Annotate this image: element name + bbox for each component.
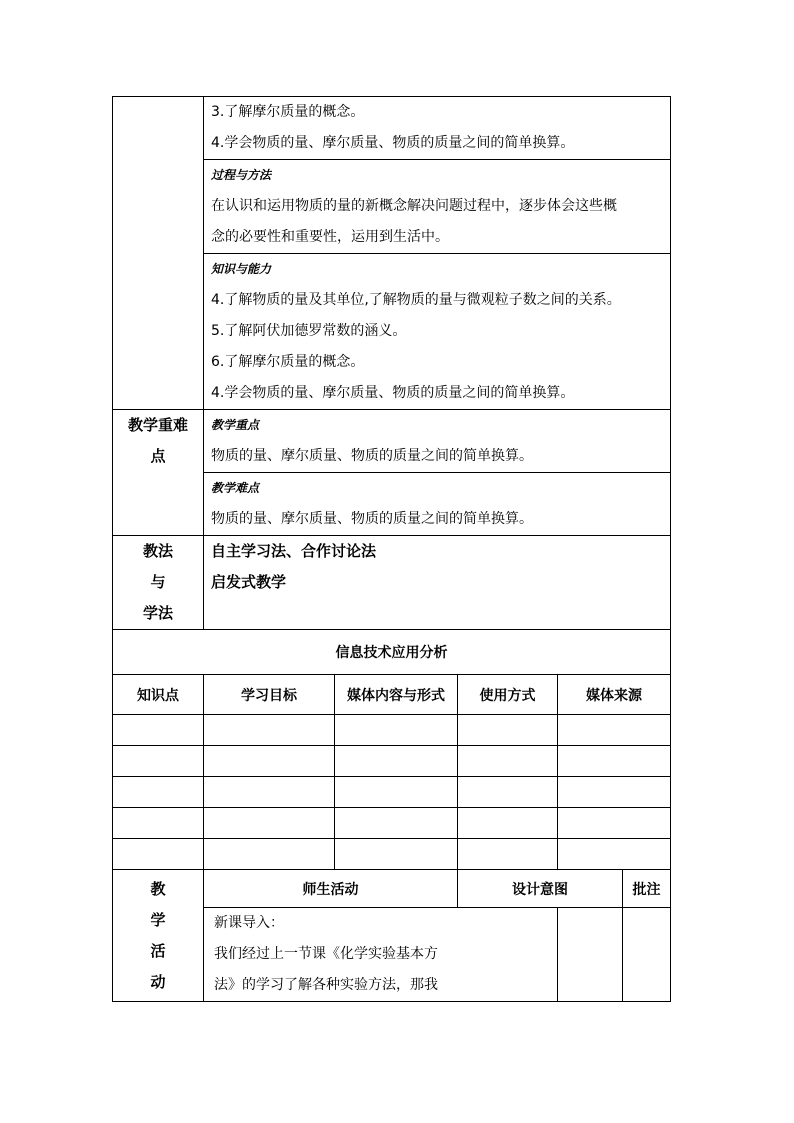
col-knowledge-point: 知识点 — [113, 675, 204, 715]
it-empty-row — [113, 808, 671, 839]
lesson-plan-table — [112, 96, 671, 1002]
activities-label: 学 — [150, 911, 166, 929]
process-method-cell — [204, 160, 671, 254]
empty-cell — [204, 715, 335, 746]
empty-cell — [204, 808, 335, 839]
objective-line: 4.学会物质的量、摩尔质量、物质的质量之间的简单换算。 — [211, 135, 575, 151]
empty-cell — [458, 746, 558, 777]
knowledge-ability-cell — [204, 254, 671, 410]
col-learning-goal: 学习目标 — [204, 675, 335, 715]
difficulty-heading: 教学难点 — [211, 481, 260, 495]
it-empty-row — [113, 746, 671, 777]
empty-cell — [335, 777, 458, 808]
design-intent-cell — [558, 908, 623, 1002]
empty-cell — [458, 715, 558, 746]
focus-text: 物质的量、摩尔质量、物质的质量之间的简单换算。 — [211, 448, 533, 464]
empty-cell — [458, 839, 558, 870]
objectives-cont-cell — [204, 97, 671, 160]
it-empty-row — [113, 839, 671, 870]
it-title-row — [113, 630, 671, 675]
col-usage: 使用方式 — [458, 675, 558, 715]
activities-content-cell — [204, 908, 558, 1002]
activity-line: 新课导入： — [214, 915, 284, 931]
methods-content-cell — [204, 536, 671, 630]
activities-label: 活 — [150, 942, 166, 960]
knowledge-line: 4.了解物质的量及其单位,了解物质的量与微观粒子数之间的关系。 — [211, 292, 621, 308]
activities-label-cell — [113, 870, 204, 1002]
empty-cell — [113, 839, 204, 870]
it-analysis-title: 信息技术应用分析 — [113, 630, 671, 675]
objectives-label-cell — [113, 97, 204, 410]
activities-label: 动 — [150, 973, 166, 991]
methods-row — [113, 536, 671, 630]
note-cell — [623, 908, 671, 1002]
empty-cell — [558, 808, 671, 839]
knowledge-line: 6.了解摩尔质量的概念。 — [211, 354, 365, 370]
activities-label: 教 — [150, 880, 166, 898]
key-points-label-cell — [113, 410, 204, 536]
empty-cell — [204, 839, 335, 870]
empty-cell — [558, 839, 671, 870]
process-line: 念的必要性和重要性，运用到生活中。 — [211, 229, 449, 245]
activities-header-row — [113, 870, 671, 908]
key-points-row-1 — [113, 410, 671, 473]
empty-cell — [335, 715, 458, 746]
empty-cell — [558, 777, 671, 808]
empty-cell — [204, 746, 335, 777]
empty-cell — [113, 808, 204, 839]
method-line: 自主学习法、合作讨论法 — [211, 542, 377, 560]
key-points-label: 教学重难 — [127, 416, 188, 434]
empty-cell — [113, 715, 204, 746]
focus-cell — [204, 410, 671, 473]
knowledge-line: 4.学会物质的量、摩尔质量、物质的质量之间的简单换算。 — [211, 385, 575, 401]
col-media-source: 媒体来源 — [558, 675, 671, 715]
methods-label: 与 — [150, 573, 166, 591]
empty-cell — [458, 808, 558, 839]
empty-cell — [204, 777, 335, 808]
col-teacher-student: 师生活动 — [204, 870, 458, 908]
empty-cell — [113, 777, 204, 808]
difficulty-cell — [204, 473, 671, 536]
empty-cell — [335, 808, 458, 839]
empty-cell — [335, 839, 458, 870]
it-empty-row — [113, 777, 671, 808]
difficulty-text: 物质的量、摩尔质量、物质的质量之间的简单换算。 — [211, 511, 533, 527]
it-header-row — [113, 675, 671, 715]
it-empty-row — [113, 715, 671, 746]
methods-label: 学法 — [142, 604, 173, 622]
knowledge-heading: 知识与能力 — [211, 262, 272, 276]
key-points-label: 点 — [150, 447, 166, 465]
knowledge-line: 5.了解阿伏加德罗常数的涵义。 — [211, 323, 407, 339]
col-media-content: 媒体内容与形式 — [335, 675, 458, 715]
activity-line: 我们经过上一节课《化学实验基本方 — [214, 946, 438, 962]
process-line: 在认识和运用物质的量的新概念解决问题过程中，逐步体会这些概 — [211, 198, 617, 214]
objectives-row-1 — [113, 97, 671, 160]
col-design-intent: 设计意图 — [458, 870, 623, 908]
empty-cell — [558, 746, 671, 777]
empty-cell — [558, 715, 671, 746]
empty-cell — [335, 746, 458, 777]
focus-heading: 教学重点 — [211, 418, 260, 432]
activity-line: 法》的学习了解各种实验方法，那我 — [214, 977, 438, 993]
methods-label-cell — [113, 536, 204, 630]
objective-line: 3.了解摩尔质量的概念。 — [211, 104, 365, 120]
col-note: 批注 — [623, 870, 671, 908]
empty-cell — [113, 746, 204, 777]
methods-label: 教法 — [142, 542, 173, 560]
process-heading: 过程与方法 — [211, 168, 272, 182]
empty-cell — [458, 777, 558, 808]
method-line: 启发式教学 — [211, 573, 287, 591]
